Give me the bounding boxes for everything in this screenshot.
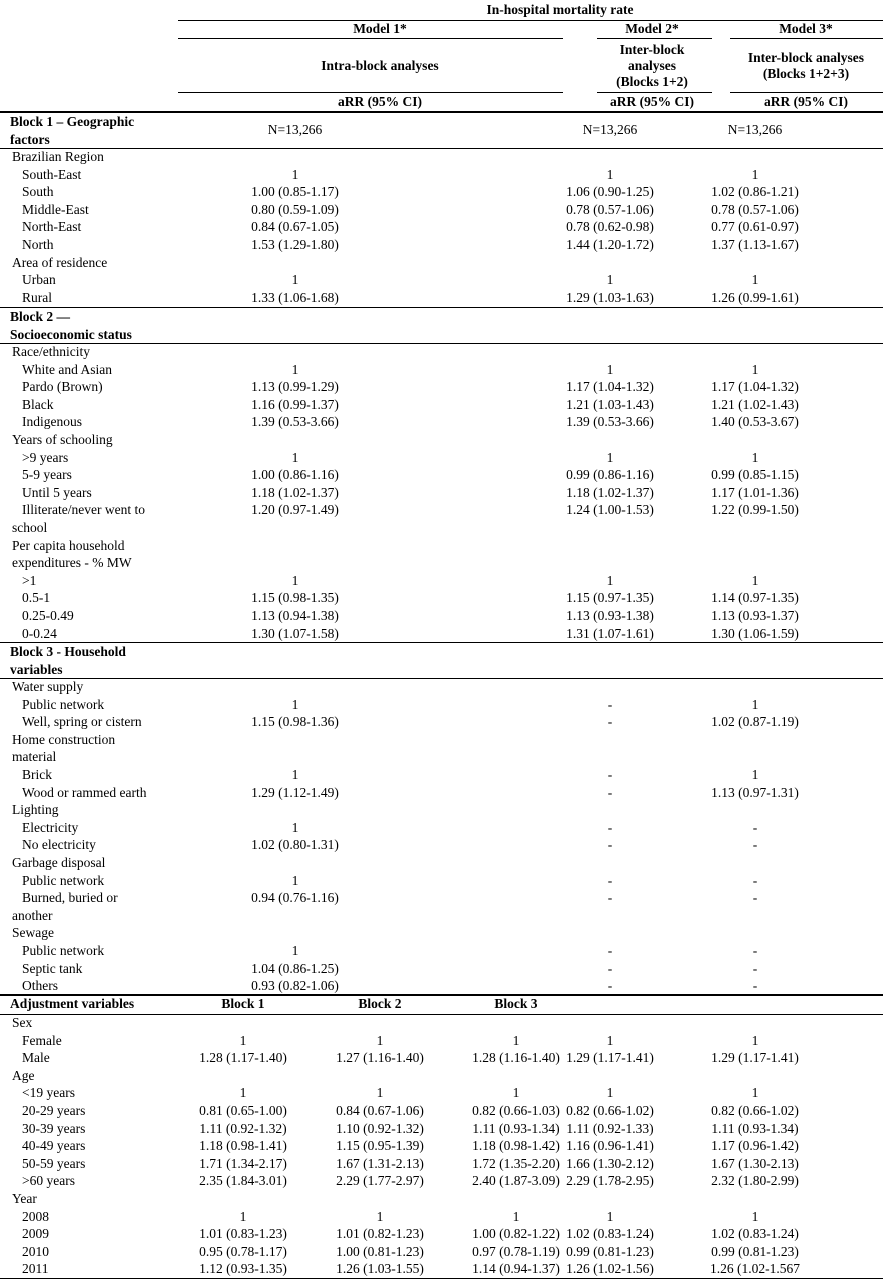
table-cell: 0.78 (0.57-1.06) (566, 201, 654, 217)
row-label: 50-59 years (22, 1155, 86, 1171)
group-label: Water supply (12, 679, 84, 694)
block-title: factors (10, 131, 50, 147)
group-label: Years of schooling (12, 432, 113, 447)
adjust-col-block2: Block 2 (358, 996, 402, 1011)
table-cell: 1 (606, 361, 614, 377)
model3-header: Model 3* (779, 21, 833, 36)
row-label: No electricity (22, 837, 96, 853)
table-cell: 1.13 (0.93-1.37) (711, 608, 799, 623)
table-cell: 1.26 (1.02-1.56) (566, 1261, 654, 1277)
table-cell: 0.99 (0.81-1.23) (566, 1243, 654, 1259)
table-cell: 1.02 (0.87-1.19) (711, 714, 799, 730)
table-cell: 1.24 (1.00-1.53) (566, 502, 654, 518)
table-cell: 1.02 (0.83-1.24) (566, 1226, 654, 1242)
table-cell: 1.72 (1.35-2.20) (472, 1155, 560, 1171)
table-cell: - (752, 960, 758, 976)
table-cell: 1.22 (0.99-1.50) (711, 502, 799, 518)
table-cell: 1.71 (1.34-2.17) (199, 1155, 287, 1171)
table-cell: 1.06 (0.90-1.25) (566, 184, 654, 200)
table-cell: 1.28 (1.17-1.40) (199, 1050, 287, 1066)
table-cell: 1.18 (0.98-1.41) (199, 1138, 287, 1154)
sample-size: N=13,266 (727, 122, 783, 137)
table-cell: 1.14 (0.97-1.35) (711, 590, 799, 606)
row-label: >1 (22, 572, 37, 588)
row-label: Pardo (Brown) (22, 379, 103, 395)
block-title: Socioeconomic status (10, 326, 132, 342)
row-label: Brick (22, 767, 52, 782)
row-label: Well, spring or cistern (22, 714, 142, 730)
group-label: Home construction (12, 731, 116, 747)
row-label: Public network (22, 872, 105, 888)
table-cell: 1.16 (0.99-1.37) (251, 396, 339, 412)
table-cell: 1.26 (0.99-1.61) (711, 289, 799, 305)
model3-description: (Blocks 1+2+3) (762, 66, 850, 81)
group-label: Age (12, 1067, 35, 1083)
table-cell: 0.78 (0.62-0.98) (566, 219, 654, 235)
table-cell: 0.93 (0.82-1.06) (251, 978, 339, 994)
table-cell: 1 (376, 1032, 384, 1048)
table-cell: 1.29 (1.17-1.41) (711, 1050, 799, 1066)
table-rule (0, 642, 883, 643)
table-cell: 1.00 (0.82-1.22) (472, 1226, 560, 1242)
table-cell: 0.80 (0.59-1.09) (251, 201, 339, 217)
table-cell: 0.78 (0.57-1.06) (711, 201, 799, 217)
table-cell: 1 (239, 1208, 247, 1224)
table-cell: 1.18 (0.98-1.42) (472, 1138, 560, 1154)
table-cell: 2.35 (1.84-3.01) (199, 1173, 287, 1189)
table-cell: - (607, 978, 613, 994)
table-cell: 1.37 (1.13-1.67) (711, 237, 799, 252)
row-label: Burned, buried or (22, 890, 118, 906)
table-cell: 1.04 (0.86-1.25) (251, 960, 339, 976)
table-cell: 1 (751, 572, 759, 588)
table-cell: 1.18 (1.02-1.37) (566, 484, 654, 500)
table-cell: - (607, 960, 613, 976)
table-cell: 1.17 (1.04-1.32) (711, 379, 799, 395)
row-label: Rural (22, 289, 52, 305)
table-cell: - (607, 837, 613, 853)
table-cell: 0.84 (0.67-1.05) (251, 219, 339, 235)
block-title: Block 3 - Household (10, 644, 126, 659)
block-title: Block 1 – Geographic (10, 114, 135, 129)
table-cell: 1 (291, 572, 299, 588)
row-label: 20-29 years (22, 1103, 86, 1118)
table-cell: 0.95 (0.78-1.17) (199, 1243, 287, 1259)
table-rule (0, 678, 883, 679)
table-cell: 1 (606, 449, 614, 465)
row-label: school (12, 520, 48, 535)
table-cell: 1.00 (0.85-1.17) (251, 184, 339, 200)
table-cell: 1.29 (1.03-1.63) (566, 289, 654, 305)
model1-arr-label: aRR (95% CI) (338, 94, 422, 109)
table-rule (0, 307, 883, 308)
row-label: South-East (22, 166, 82, 182)
table-cell: 1.30 (1.06-1.59) (711, 625, 799, 641)
table-cell: 1.12 (0.93-1.35) (199, 1261, 287, 1277)
adjust-col-block3: Block 3 (494, 996, 538, 1011)
table-cell: 1 (291, 696, 299, 712)
table-cell: 1 (751, 166, 759, 182)
table-cell: - (607, 696, 613, 712)
table-cell: 1.21 (1.03-1.43) (566, 396, 654, 412)
table-cell: 1.00 (0.81-1.23) (336, 1243, 424, 1259)
table-cell: - (752, 819, 758, 835)
group-label: Sewage (12, 925, 54, 941)
table-cell: 1.15 (0.97-1.35) (566, 590, 654, 606)
table-cell: 0.94 (0.76-1.16) (251, 890, 339, 906)
adjust-col-block1: Block 1 (221, 996, 265, 1011)
table-cell: 0.82 (0.66-1.02) (711, 1103, 799, 1118)
table-cell: 0.99 (0.81-1.23) (711, 1243, 799, 1259)
table-cell: 1 (291, 872, 299, 888)
table-title: In-hospital mortality rate (486, 2, 634, 17)
table-cell: 1.40 (0.53-3.67) (711, 414, 799, 430)
group-label: expenditures - % MW (12, 555, 132, 571)
table-cell: 2.29 (1.77-2.97) (336, 1173, 424, 1189)
table-cell: 1.02 (0.86-1.21) (711, 184, 799, 200)
model2-header: Model 2* (625, 21, 679, 36)
table-cell: 1 (751, 449, 759, 465)
row-label: Septic tank (22, 960, 83, 976)
table-cell: 1 (606, 1085, 614, 1101)
table-cell: 1.13 (0.94-1.38) (251, 608, 339, 623)
table-cell: 0.97 (0.78-1.19) (472, 1243, 560, 1259)
sample-size: N=13,266 (582, 122, 638, 137)
row-label: Wood or rammed earth (22, 784, 147, 800)
table-cell: 1 (512, 1085, 520, 1101)
table-rule (0, 343, 883, 344)
table-cell: - (607, 784, 613, 800)
model2-description: analyses (627, 58, 676, 73)
table-cell: 1.67 (1.31-2.13) (336, 1155, 424, 1171)
model3-arr-label: aRR (95% CI) (764, 94, 848, 109)
table-cell: 1.29 (1.17-1.41) (566, 1050, 654, 1066)
table-cell: 1.28 (1.16-1.40) (472, 1050, 560, 1066)
row-label: White and Asian (22, 361, 112, 377)
table-cell: 1.39 (0.53-3.66) (251, 414, 339, 430)
row-label: 2009 (22, 1226, 49, 1242)
table-cell: 1 (751, 1085, 759, 1101)
sample-size: N=13,266 (267, 122, 323, 137)
row-label: Others (22, 978, 58, 994)
table-cell: 1.13 (0.97-1.31) (711, 784, 799, 800)
table-cell: 1.16 (0.96-1.41) (566, 1138, 654, 1154)
table-cell: 1.01 (0.83-1.23) (199, 1226, 287, 1242)
table-cell: 1 (751, 1032, 759, 1048)
group-label: Year (12, 1191, 37, 1206)
row-label: Illiterate/never went to (22, 502, 145, 518)
row-label: 2008 (22, 1208, 49, 1224)
table-cell: 1.11 (0.93-1.34) (711, 1120, 799, 1136)
table-cell: 1 (751, 272, 759, 288)
table-cell: 1.14 (0.94-1.37) (472, 1261, 560, 1277)
table-cell: 1 (291, 272, 299, 288)
table-cell: 1.10 (0.92-1.32) (336, 1120, 424, 1136)
table-cell: 2.32 (1.80-2.99) (711, 1173, 799, 1189)
table-cell: 0.99 (0.86-1.16) (566, 467, 654, 483)
row-label: Middle-East (22, 201, 89, 217)
table-cell: 0.77 (0.61-0.97) (711, 219, 799, 235)
table-cell: - (752, 872, 758, 888)
table-cell: - (752, 837, 758, 853)
model1-header: Model 1* (353, 21, 407, 36)
model2-description: (Blocks 1+2) (616, 74, 688, 89)
adjustment-title: Adjustment variables (10, 996, 135, 1011)
group-label: Per capita household (12, 537, 125, 553)
table-cell: 1 (291, 166, 299, 182)
row-label: South (22, 184, 54, 200)
row-label: 0-0.24 (22, 625, 57, 641)
row-label: Urban (22, 272, 56, 288)
group-label: material (12, 749, 57, 765)
row-label: North (22, 237, 54, 252)
table-cell: 1.02 (0.83-1.24) (711, 1226, 799, 1242)
model2-description: Inter-block (619, 42, 685, 57)
row-label: 40-49 years (22, 1138, 86, 1154)
table-cell: 1.18 (1.02-1.37) (251, 484, 339, 500)
row-label: Female (22, 1032, 62, 1048)
table-cell: 1.31 (1.07-1.61) (566, 625, 654, 641)
table-cell: 1.11 (0.93-1.34) (472, 1120, 560, 1136)
row-label: Public network (22, 696, 105, 712)
table-cell: 1.13 (0.93-1.38) (566, 608, 654, 623)
row-label: Male (22, 1050, 50, 1066)
table-cell: 1.26 (1.03-1.55) (336, 1261, 424, 1277)
table-cell: 1 (291, 819, 299, 835)
table-cell: 1 (751, 767, 759, 782)
table-cell: 1 (512, 1032, 520, 1048)
model1-description: Intra-block analyses (321, 58, 439, 73)
table-cell: 1 (751, 361, 759, 377)
row-label: Public network (22, 943, 105, 958)
row-label: 2011 (22, 1261, 49, 1277)
table-rule (178, 38, 563, 39)
table-cell: 1 (291, 449, 299, 465)
table-cell: 1.13 (0.99-1.29) (251, 379, 339, 395)
table-rule (597, 38, 712, 39)
row-label: Black (22, 396, 54, 412)
table-cell: 1.15 (0.95-1.39) (336, 1138, 424, 1154)
table-rule (730, 38, 883, 39)
row-label: >9 years (22, 449, 69, 465)
table-rule (0, 1278, 883, 1279)
block-title: Block 2 — (10, 309, 71, 324)
group-label: Brazilian Region (12, 149, 104, 164)
table-cell: 0.82 (0.66-1.03) (472, 1103, 560, 1118)
table-cell: 1 (239, 1085, 247, 1101)
table-cell: 0.81 (0.65-1.00) (199, 1103, 287, 1118)
row-label: 2010 (22, 1243, 49, 1259)
table-cell: 1 (376, 1085, 384, 1101)
row-label: Electricity (22, 819, 79, 835)
table-cell: 1 (606, 572, 614, 588)
row-label: Indigenous (22, 414, 82, 430)
table-cell: 1.11 (0.92-1.33) (566, 1120, 654, 1136)
group-label: Sex (12, 1015, 33, 1030)
row-label: another (12, 907, 53, 923)
table-cell: 1.39 (0.53-3.66) (566, 414, 654, 430)
table-cell: 1.44 (1.20-1.72) (566, 237, 654, 252)
table-cell: 1.11 (0.92-1.32) (199, 1120, 287, 1136)
table-cell: 2.40 (1.87-3.09) (472, 1173, 560, 1189)
table-cell: 1.26 (1.02-1.567 (710, 1261, 800, 1277)
group-label: Area of residence (12, 254, 108, 270)
table-cell: - (607, 714, 613, 730)
table-cell: 1.17 (1.01-1.36) (711, 484, 799, 500)
table-cell: 0.82 (0.66-1.02) (566, 1103, 654, 1118)
table-cell: 1.33 (1.06-1.68) (251, 289, 339, 305)
table-cell: 1.17 (1.04-1.32) (566, 379, 654, 395)
table-cell: 1 (606, 1032, 614, 1048)
table-cell: 1 (291, 943, 299, 958)
table-cell: 1 (376, 1208, 384, 1224)
table-cell: 1 (606, 272, 614, 288)
group-label: Lighting (12, 802, 59, 818)
table-cell: 1 (239, 1032, 247, 1048)
table-cell: 1.30 (1.07-1.58) (251, 625, 339, 641)
block-title: variables (10, 661, 63, 677)
group-label: Race/ethnicity (12, 344, 90, 359)
table-cell: 1.02 (0.80-1.31) (251, 837, 339, 853)
table-cell: - (607, 819, 613, 835)
row-label: 5-9 years (22, 467, 72, 483)
table-cell: 1.01 (0.82-1.23) (336, 1226, 424, 1242)
table-cell: - (607, 943, 613, 958)
table-cell: 1.53 (1.29-1.80) (251, 237, 339, 252)
table-cell: - (752, 943, 758, 958)
table-cell: 1.00 (0.86-1.16) (251, 467, 339, 483)
table-cell: 1 (512, 1208, 520, 1224)
table-cell: 1 (291, 767, 299, 782)
table-cell: 1.27 (1.16-1.40) (336, 1050, 424, 1066)
table-rule (0, 1014, 883, 1015)
table-cell: 1.20 (0.97-1.49) (251, 502, 339, 518)
row-label: <19 years (22, 1085, 75, 1101)
table-cell: 1.15 (0.98-1.36) (251, 714, 339, 730)
table-rule (0, 148, 883, 149)
table-cell: 1.15 (0.98-1.35) (251, 590, 339, 606)
table-cell: 1.29 (1.12-1.49) (251, 784, 339, 800)
table-cell: 1.21 (1.02-1.43) (711, 396, 799, 412)
table-cell: 1.17 (0.96-1.42) (711, 1138, 799, 1154)
model3-description: Inter-block analyses (747, 50, 865, 65)
table-cell: 1 (291, 361, 299, 377)
table-cell: - (607, 767, 613, 782)
table-cell: 1.67 (1.30-2.13) (711, 1155, 799, 1171)
table-cell: 1.66 (1.30-2.12) (566, 1155, 654, 1171)
row-label: 0.25-0.49 (22, 608, 74, 623)
table-cell: 1 (751, 696, 759, 712)
row-label: >60 years (22, 1173, 75, 1189)
table-cell: 1 (606, 166, 614, 182)
row-label: 0.5-1 (22, 590, 51, 606)
table-cell: 0.99 (0.85-1.15) (711, 467, 799, 483)
table-cell: - (752, 890, 758, 906)
table-cell: 1 (606, 1208, 614, 1224)
row-label: North-East (22, 219, 82, 235)
table-cell: 2.29 (1.78-2.95) (566, 1173, 654, 1189)
table-cell: - (607, 890, 613, 906)
table-cell: - (607, 872, 613, 888)
row-label: 30-39 years (22, 1120, 86, 1136)
table-cell: - (752, 978, 758, 994)
row-label: Until 5 years (22, 484, 92, 500)
model2-arr-label: aRR (95% CI) (610, 94, 694, 109)
table-cell: 1 (751, 1208, 759, 1224)
table-cell: 0.84 (0.67-1.06) (336, 1103, 424, 1118)
group-label: Garbage disposal (12, 855, 106, 870)
